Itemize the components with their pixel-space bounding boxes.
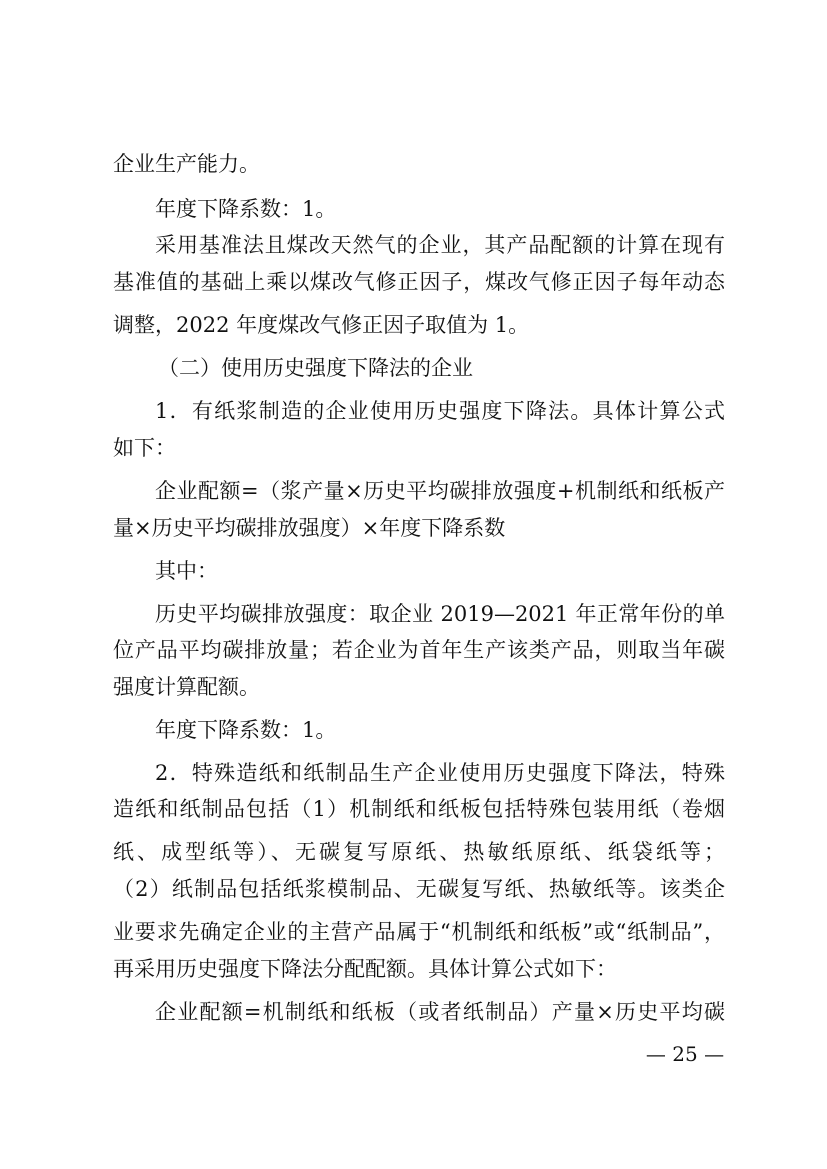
text-line: 位产品平均碳排放量；若企业为首年生产该类产品，则取当年碳 xyxy=(113,638,725,662)
formula-line: 企业配额=机制纸和纸板（或者纸制品）产量×历史平均碳 xyxy=(155,1000,725,1024)
text-line: 再采用历史强度下降法分配配额。具体计算公式如下： xyxy=(113,957,617,981)
page-number: — 25 — xyxy=(645,1042,725,1066)
text-line: 采用基准法且煤改天然气的企业，其产品配额的计算在现有 xyxy=(155,233,725,257)
text-line: 企业生产能力。 xyxy=(113,152,260,176)
text-line: 年度下降系数：1。 xyxy=(155,197,337,221)
text-line: 其中： xyxy=(155,559,218,583)
text-line: 纸、成型纸等）、无碳复写原纸、热敏纸原纸、纸袋纸等； xyxy=(113,840,725,864)
text-line: （2）纸制品包括纸浆模制品、无碳复写纸、热敏纸等。该类企 xyxy=(113,877,725,901)
formula-line: 企业配额=（浆产量×历史平均碳排放强度+机制纸和纸板产 xyxy=(155,479,725,503)
text-line: 调整，2022 年度煤改气修正因子取值为 1。 xyxy=(113,313,530,337)
text-line: 历史平均碳排放强度：取企业 2019—2021 年正常年份的单 xyxy=(155,602,725,626)
text-line: 基准值的基础上乘以煤改气修正因子，煤改气修正因子每年动态 xyxy=(113,270,725,294)
text-line: 强度计算配额。 xyxy=(113,675,260,699)
formula-line: 量×历史平均碳排放强度）×年度下降系数 xyxy=(113,516,506,540)
section-heading: （二）使用历史强度下降法的企业 xyxy=(158,356,473,380)
text-line: 年度下降系数：1。 xyxy=(155,718,337,742)
text-line: 造纸和纸制品包括（1）机制纸和纸板包括特殊包装用纸（卷烟 xyxy=(113,797,725,821)
text-line: 2．特殊造纸和纸制品生产企业使用历史强度下降法，特殊 xyxy=(155,761,725,785)
text-line: 业要求先确定企业的主营产品属于“机制纸和纸板”或“纸制品”， xyxy=(113,920,725,944)
text-line: 如下： xyxy=(113,436,176,460)
text-line: 1．有纸浆制造的企业使用历史强度下降法。具体计算公式 xyxy=(155,399,725,423)
